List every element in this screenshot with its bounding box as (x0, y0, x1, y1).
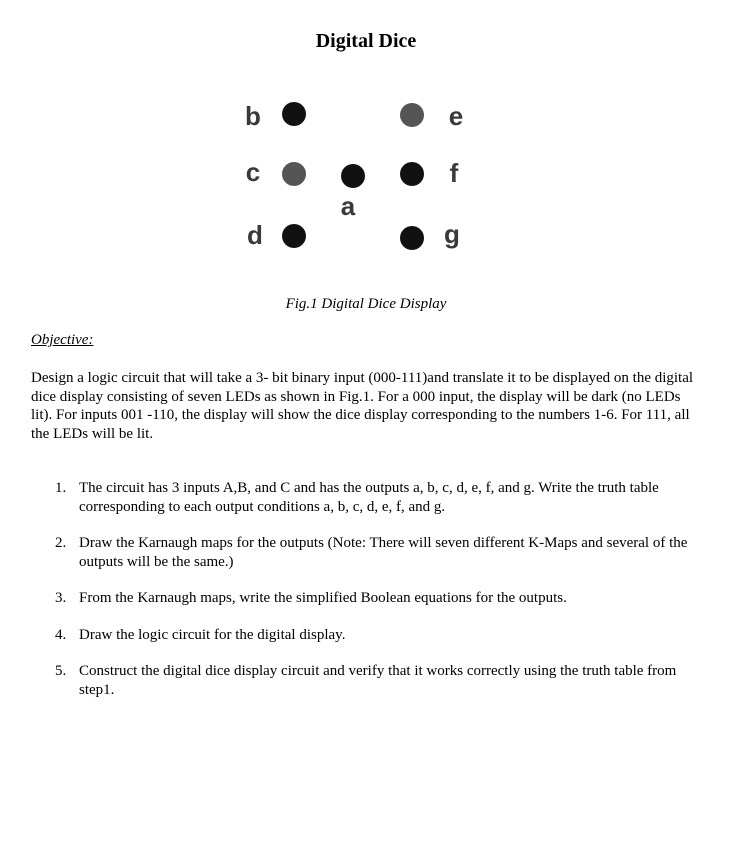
step-item (0, 626, 691, 645)
led-c (246, 157, 306, 187)
led-b-label: b (245, 101, 261, 131)
step-number: 5. (55, 663, 67, 679)
led-g-label: g (444, 219, 460, 249)
led-f-label: f (449, 158, 459, 188)
led-g (400, 219, 460, 250)
led-e-label: e (448, 101, 464, 131)
step-text: Draw the Karnaugh maps for the outputs (Note: There will seven different K-Maps and several of the outputs will be the same.) (79, 535, 688, 570)
step-text: From the Karnaugh maps, write the simplified Boolean equations for the outputs. (79, 590, 567, 606)
step-number: 4. (55, 626, 67, 643)
step-text: Draw the logic circuit for the digital display. (79, 626, 346, 643)
step-item (0, 589, 691, 608)
objective-paragraph: Design a logic circuit that will take a 3- bit binary input (000-111)and translate it to be displayed on the digital dice display consisting of seven LEDs as shown in Fig.1. For a 000 input, the display will be dark (no LEDs lit). For inputs 001 -110, the display will show the dice display corresponding to the numbers 1-6. For 111, all the LEDs will be lit. (31, 370, 694, 442)
led-d-label: d (247, 220, 263, 250)
led-d (247, 220, 306, 250)
led-d-dot (282, 224, 306, 248)
led-b-dot (282, 102, 306, 126)
document-title: Digital Dice (315, 30, 417, 52)
step-item (0, 534, 691, 571)
step-text: The circuit has 3 inputs A,B, and C and has the outputs a, b, c, d, e, f, and g. Write the truth table corresponding to each output conditions a, b, c, d, e, f, and g. (79, 480, 659, 515)
step-number: 1. (55, 480, 67, 496)
led-a-dot (341, 164, 365, 188)
step-number: 3. (55, 590, 67, 606)
step-item (0, 479, 691, 516)
step-text: Construct the digital dice display circuit and verify that it works correctly using the truth table from step1. (79, 663, 677, 698)
objective-heading: Objective: (31, 332, 94, 348)
led-a-label: a (340, 191, 356, 221)
led-e (400, 101, 463, 131)
led-a (341, 164, 365, 221)
step-item (0, 662, 691, 699)
led-f-dot (400, 162, 424, 186)
led-e-dot (400, 103, 424, 127)
steps-list (0, 479, 732, 717)
led-g-dot (400, 226, 424, 250)
led-c-dot (282, 162, 306, 186)
led-f (400, 158, 459, 188)
led-c-label: c (245, 157, 261, 187)
dice-display-figure (0, 0, 732, 280)
led-b (245, 101, 306, 131)
figure-caption: Fig.1 Digital Dice Display (285, 296, 447, 312)
step-number: 2. (55, 535, 67, 551)
